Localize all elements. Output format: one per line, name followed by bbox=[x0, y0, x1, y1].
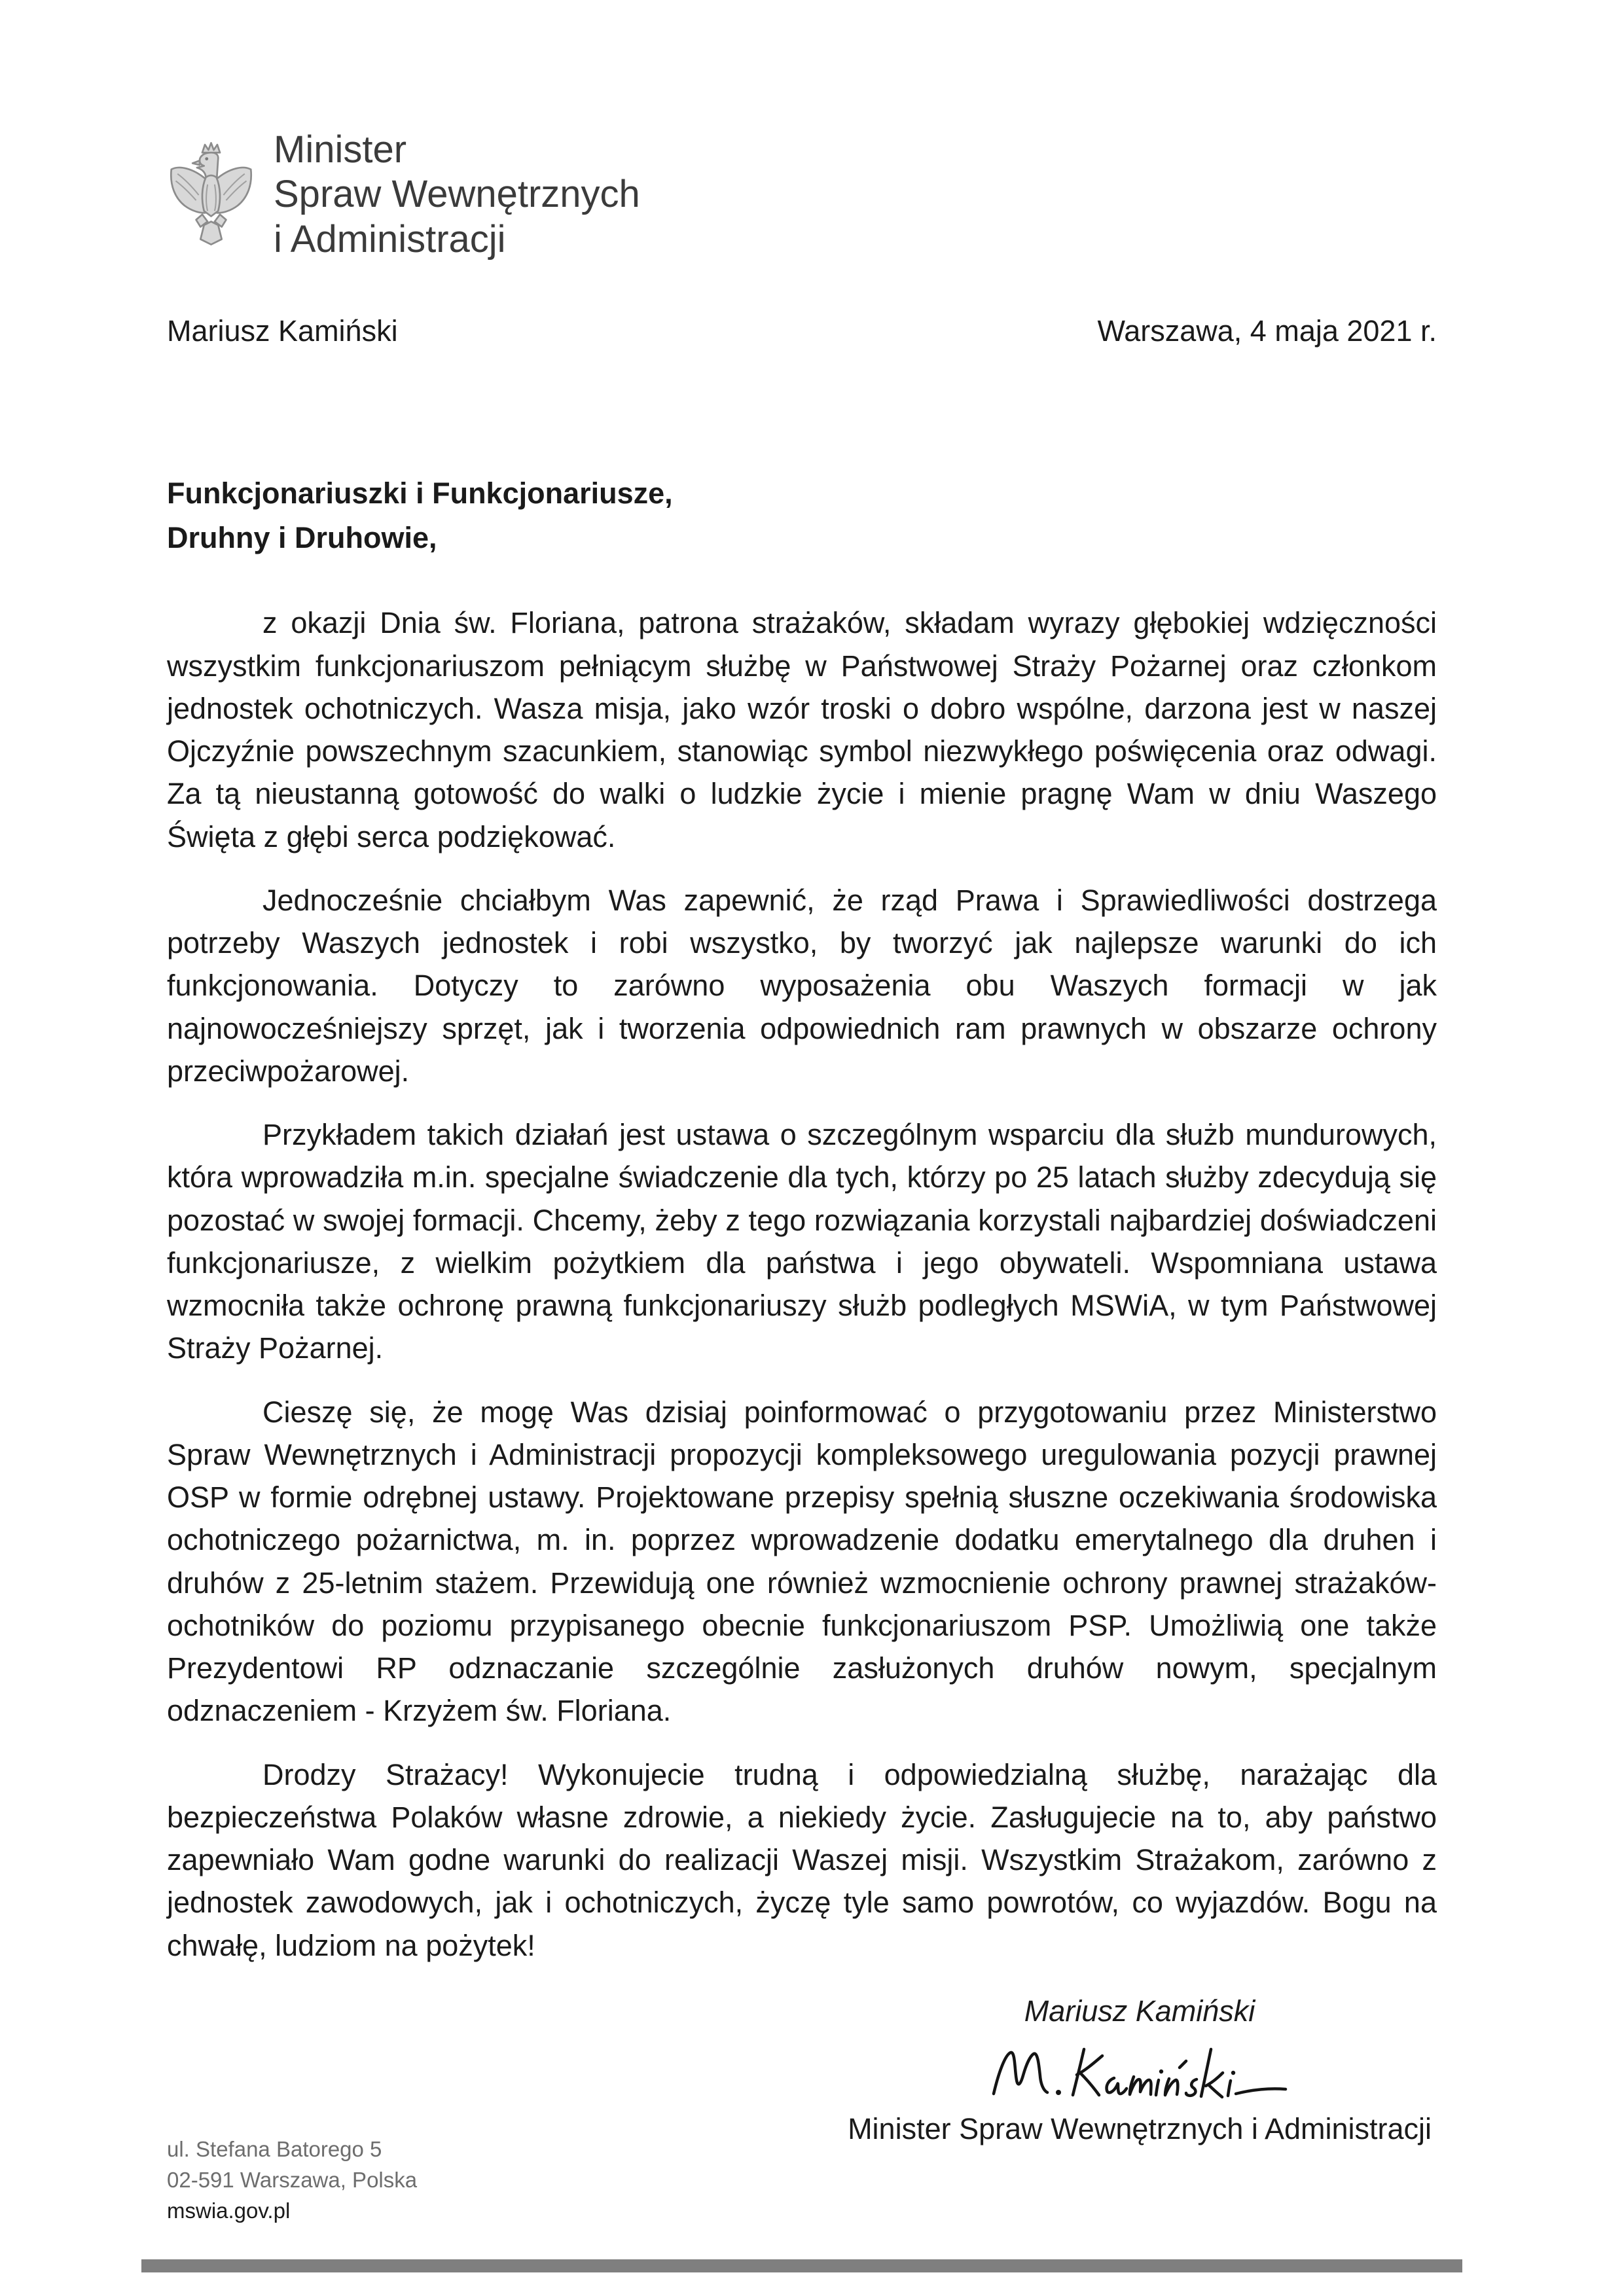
paragraph-4: Cieszę się, że mogę Was dzisiaj poinformować o przygotowaniu przez Ministerstwo Spraw Wewnętrznych i Administracji propozycji kompleksowego uregulowania pozycji prawnej OSP w formie odrębnej ustawy. Projektowane przepisy spełnią słuszne oczekiwania środowiska ochotniczego pożarnictwa, m. in. poprzez wprowadzenie dodatku emerytalnego dla druhen i druhów z 25-letnim stażem. Przewidują one również wzmocnienie ochrony prawnej strażaków-ochotników do poziomu przypisanego obecnie funkcjonariuszom PSP. Umożliwią one także Prezydentowi RP odznaczanie szczególnie zasłużonych druhów nowym, specjalnym odznaczeniem - Krzyżem św. Floriana. bbox=[167, 1395, 1437, 1728]
ministry-line-2: Spraw Wewnętrznych bbox=[274, 173, 640, 216]
footer-street: ul. Stefana Batorego 5 bbox=[167, 2137, 382, 2162]
signature-name: Mariusz Kamiński bbox=[1024, 1994, 1255, 2028]
paragraph-1: z okazji Dnia św. Floriana, patrona strażaków, składam wyrazy głębokiej wdzięczności wszystkim funkcjonariuszom pełniącym służbę w Państwowej Straży Pożarnej oraz członkom jednostek ochotniczych. Wasza misja, jako wzór troski o dobro wspólne, darzona jest w naszej Ojczyźnie powszechnym szacunkiem, stanowiąc symbol niezwykłego poświęcenia oraz odwagi. Za tą nieustanną gotowość do walki o ludzkie życie i mienie pragnę Wam w dniu Waszego Święta z głębi serca podziękować. bbox=[167, 606, 1437, 853]
letter-body bbox=[167, 601, 1437, 1967]
meta-row bbox=[167, 314, 1437, 348]
bottom-bar bbox=[141, 2259, 1462, 2272]
polish-eagle-emblem bbox=[167, 140, 255, 250]
letterhead bbox=[167, 128, 1437, 262]
paragraph-5: Drodzy Strażacy! Wykonujecie trudną i odpowiedzialną służbę, narażając dla bezpieczeństwa Polaków własne zdrowie, a niekiedy życie. Zasługujecie na to, aby państwo zapewniało Wam godne warunki do realizacji Waszej misji. Wszystkim Strażakom, zarówno z jednostek zawodowych, jak i ochotniczych, życzę tyle samo powrotów, co wyjazdów. Bogu na chwałę, ludziom na pożytek! bbox=[167, 1757, 1437, 1962]
paragraph-2: Jednocześnie chciałbym Was zapewnić, że rząd Prawa i Sprawiedliwości dostrzega potrzeby Waszych jednostek i robi wszystko, by tworzyć jak najlepsze warunki do ich funkcjonowania. Dotyczy to zarówno wyposażenia obu Waszych formacji w jak najnowocześniejszy sprzęt, jak i tworzenia odpowiednich ram prawnych w obszarze ochrony przeciwpożarowej. bbox=[167, 883, 1437, 1088]
paragraph-3: Przykładem takich działań jest ustawa o szczególnym wsparciu dla służb mundurowych, która wprowadziła m.in. specjalne świadczenie dla tych, którzy po 25 latach służby zdecydują się pozostać w swojej formacji. Chcemy, żeby z tego rozwiązania korzystali najbardziej doświadczeni funkcjonariusze, z wielkim pożytkiem dla państwa i jego obywateli. Wspomniana ustawa wzmocniła także ochronę prawną funkcjonariuszy służb podległych MSWiA, w tym Państwowej Straży Pożarnej. bbox=[167, 1118, 1437, 1365]
salutation-line-2: Druhny i Druhowie, bbox=[167, 520, 437, 554]
ministry-line-3: i Administracji bbox=[274, 217, 506, 260]
ministry-line-1: Minister bbox=[274, 128, 407, 171]
salutation bbox=[167, 471, 1437, 560]
place-date: Warszawa, 4 maja 2021 r. bbox=[1097, 314, 1437, 348]
footer-address bbox=[167, 2134, 417, 2227]
sender-name: Mariusz Kamiński bbox=[167, 314, 398, 348]
handwritten-signature bbox=[986, 2039, 1293, 2107]
footer-city: 02-591 Warszawa, Polska bbox=[167, 2168, 418, 2193]
signature-title: Minister Spraw Wewnętrznych i Administracji bbox=[848, 2111, 1432, 2145]
footer-website: mswia.gov.pl bbox=[167, 2198, 291, 2223]
salutation-line-1: Funkcjonariuszki i Funkcjonariusze, bbox=[167, 476, 673, 511]
ministry-name bbox=[274, 128, 640, 262]
signature-block bbox=[848, 1994, 1432, 2146]
